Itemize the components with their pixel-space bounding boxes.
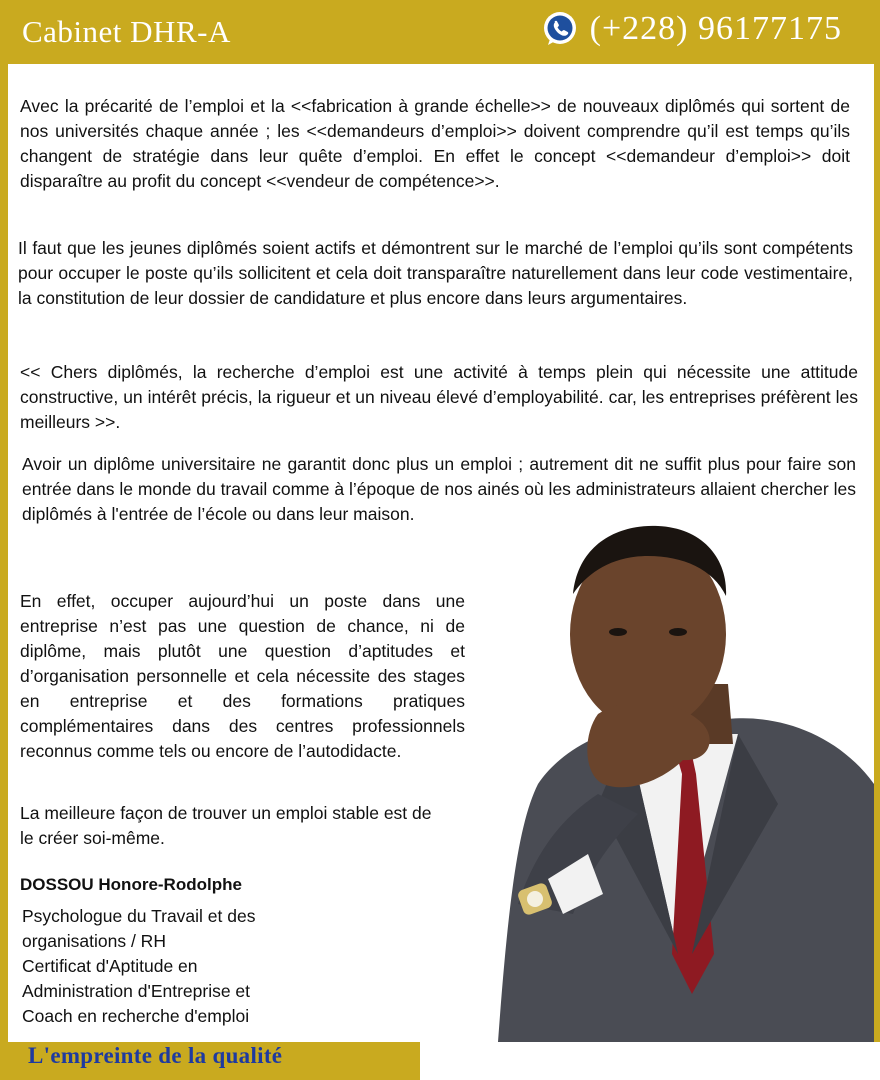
header-bar bbox=[0, 0, 880, 64]
author-title-line: Administration d'Entreprise et bbox=[22, 981, 251, 1001]
phone-number: (+228) 96177175 bbox=[589, 10, 842, 47]
tagline: L'empreinte de la qualité bbox=[28, 1043, 283, 1068]
paragraph-5: En effet, occuper aujourd’hui un poste dans une entreprise n’est pas une question de chance, ni de diplôme, mais plutôt une question d’aptitudes et d’organisation personnelle et cela nécessite des stages en entreprise et des formations pratiques complémentaires dans des centres professionnels reconnus comme tels ou encore de l’autodidacte. bbox=[20, 591, 465, 761]
author-title-line: Psychologue du Travail et des bbox=[22, 906, 256, 926]
author-portrait bbox=[478, 484, 874, 1042]
whatsapp-icon bbox=[540, 9, 580, 49]
paragraph-6: La meilleure façon de trouver un emploi stable est de le créer soi-même. bbox=[20, 803, 432, 848]
paragraph-4: Avoir un diplôme universitaire ne garantit donc plus un emploi ; autrement dit ne suffit plus pour faire son entrée dans le monde du travail comme à l’époque de nos ainés où les administrateurs allaient chercher les diplômés à l'entrée de l’école ou dans leur maison. bbox=[22, 454, 856, 524]
paragraph-3: << Chers diplômés, la recherche d’emploi est une activité à temps plein qui nécessite une attitude constructive, un intérêt précis, la rigueur et un niveau élevé d’employabilité. car, les entreprises préfèrent les meilleurs >>. bbox=[20, 362, 858, 432]
phone-contact bbox=[540, 8, 842, 50]
footer-white-area bbox=[420, 1042, 880, 1080]
author-title-line: Certificat d'Aptitude en bbox=[22, 956, 198, 976]
author-name: DOSSOU Honore-Rodolphe bbox=[20, 875, 242, 894]
author-title-line: organisations / RH bbox=[22, 931, 166, 951]
paragraph-1: Avec la précarité de l’emploi et la <<fabrication à grande échelle>> de nouveaux diplômés qui sortent de nos universités chaque année ; les <<demandeurs d’emploi>> doivent comprendre qu’il est temps qu’ils changent de stratégie dans leur quête d’emploi. En effet le concept <<demandeur d’emploi>> doit disparaître au profit du concept <<vendeur de compétence>>. bbox=[20, 96, 850, 191]
brand-name: Cabinet DHR-A bbox=[22, 14, 231, 49]
paragraph-2: Il faut que les jeunes diplômés soient actifs et démontrent sur le marché de l’emploi qu’ils sont compétents pour occuper le poste qu’ils sollicitent et cela doit transparaître naturellement dans leur code vestimentaire, la constitution de leur dossier de candidature et plus encore dans leurs argumentaires. bbox=[18, 238, 853, 308]
author-title bbox=[22, 904, 332, 1029]
author-title-line: Coach en recherche d'emploi bbox=[22, 1006, 250, 1026]
content-panel bbox=[8, 64, 874, 1042]
